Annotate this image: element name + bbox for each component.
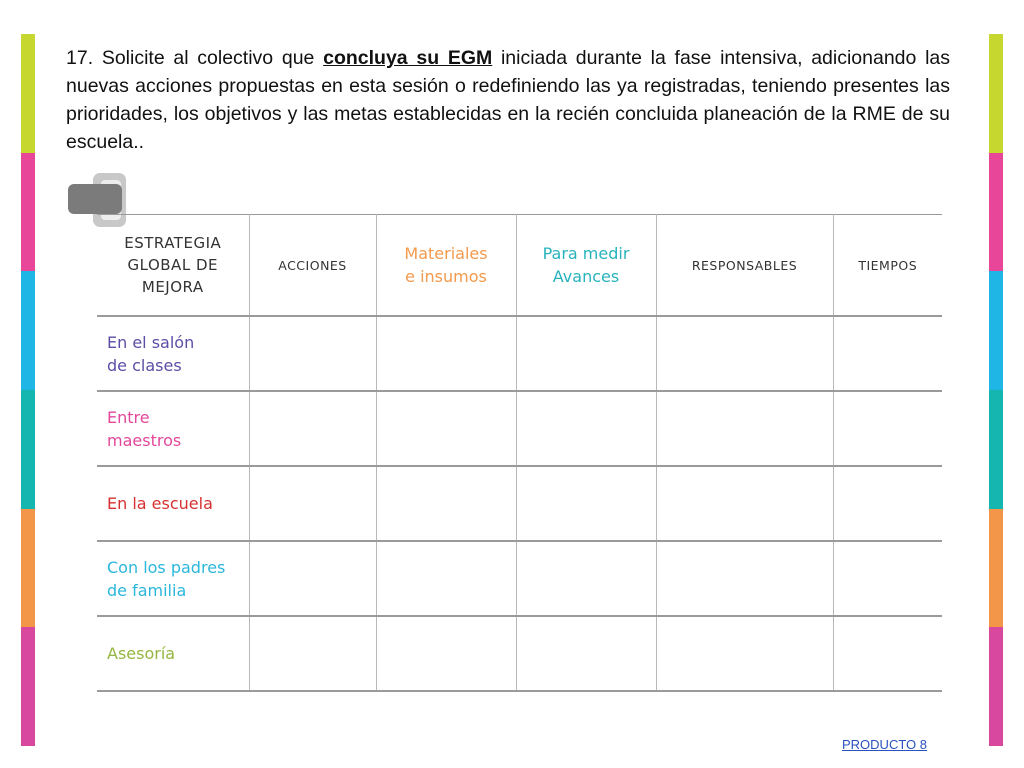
- stripe-segment: [989, 390, 1003, 509]
- table-cell[interactable]: [656, 466, 833, 541]
- table-cell[interactable]: [249, 616, 376, 691]
- table-cell[interactable]: [376, 391, 516, 466]
- header-medir-avances: Para medir Avances: [516, 215, 656, 317]
- left-color-stripe: [21, 34, 35, 746]
- table-cell[interactable]: [833, 316, 942, 391]
- header-tiempos: TIEMPOS: [833, 215, 942, 317]
- table-cell[interactable]: [516, 391, 656, 466]
- instruction-emphasis: concluya su EGM: [323, 47, 493, 69]
- table-header-row: [97, 215, 942, 317]
- stripe-segment: [21, 271, 35, 390]
- table-cell[interactable]: [656, 541, 833, 616]
- instruction-number: 17.: [66, 47, 94, 69]
- table-cell[interactable]: [833, 466, 942, 541]
- table-cell[interactable]: [249, 316, 376, 391]
- row-label-padres: Con los padres de familia: [97, 541, 249, 616]
- header-materiales: Materiales e insumos: [376, 215, 516, 317]
- stripe-segment: [21, 627, 35, 746]
- table-cell[interactable]: [833, 391, 942, 466]
- table-cell[interactable]: [376, 616, 516, 691]
- table-cell[interactable]: [656, 391, 833, 466]
- table-cell[interactable]: [516, 541, 656, 616]
- header-estrategia: ESTRATEGIA GLOBAL DE MEJORA: [97, 215, 249, 317]
- stripe-segment: [989, 627, 1003, 746]
- stripe-segment: [989, 153, 1003, 272]
- header-acciones: ACCIONES: [249, 215, 376, 317]
- table-cell[interactable]: [656, 316, 833, 391]
- stripe-segment: [21, 153, 35, 272]
- table-cell[interactable]: [376, 466, 516, 541]
- instruction-rest: iniciada durante la fase intensiva, adicionando las nuevas acciones propuestas en esta sesión o redefiniendo las ya registradas, teniendo presentes las prioridades, los objetivos y las metas establecidas en la recién concluida planeación de la RME de su escuela..: [66, 47, 951, 153]
- table-row: [97, 391, 942, 466]
- table-row: [97, 466, 942, 541]
- header-responsables: RESPONSABLES: [656, 215, 833, 317]
- table-cell[interactable]: [249, 391, 376, 466]
- row-label-escuela: En la escuela: [97, 466, 249, 541]
- table-cell[interactable]: [516, 466, 656, 541]
- table-row: [97, 616, 942, 691]
- right-color-stripe: [989, 34, 1003, 746]
- row-label-salon: En el salón de clases: [97, 316, 249, 391]
- instruction-text: [66, 44, 950, 156]
- instruction-lead: Solicite al colectivo que: [101, 47, 315, 69]
- table-cell[interactable]: [249, 541, 376, 616]
- table-cell[interactable]: [516, 316, 656, 391]
- row-label-asesoria: Asesoría: [97, 616, 249, 691]
- stripe-segment: [21, 509, 35, 628]
- table-cell[interactable]: [656, 616, 833, 691]
- table-cell[interactable]: [376, 541, 516, 616]
- egm-table: [97, 214, 942, 692]
- table-row: [97, 541, 942, 616]
- table-cell[interactable]: [833, 541, 942, 616]
- stripe-segment: [989, 509, 1003, 628]
- stripe-segment: [989, 271, 1003, 390]
- table-cell[interactable]: [376, 316, 516, 391]
- stripe-segment: [21, 390, 35, 509]
- table-row: [97, 316, 942, 391]
- table-cell[interactable]: [516, 616, 656, 691]
- stripe-segment: [21, 34, 35, 153]
- stripe-segment: [989, 34, 1003, 153]
- producto-8-link[interactable]: PRODUCTO 8: [842, 737, 927, 752]
- row-label-maestros: Entre maestros: [97, 391, 249, 466]
- table-cell[interactable]: [833, 616, 942, 691]
- table-cell[interactable]: [249, 466, 376, 541]
